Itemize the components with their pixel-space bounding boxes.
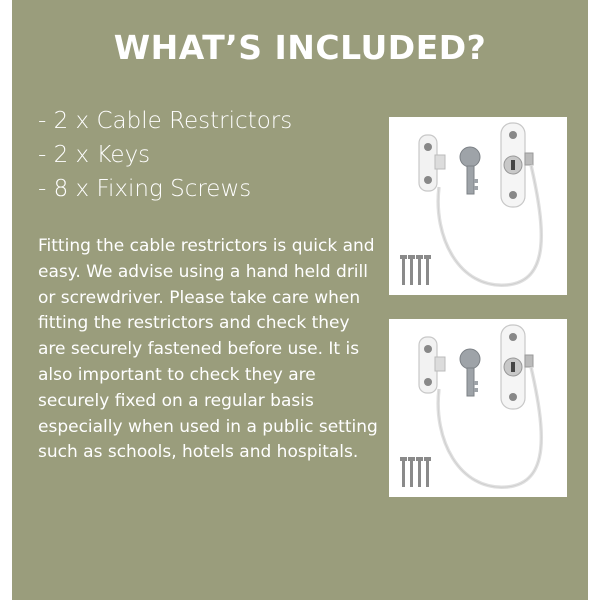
product-photo bbox=[389, 319, 567, 497]
cable-restrictor-illustration bbox=[389, 319, 567, 497]
list-item: - 2 x Keys bbox=[38, 142, 151, 168]
fitting-description: Fitting the cable restrictors is quick and easy. We advise using a hand held drill or screwdriver. Please take care when fitting the restrictors and check they are securely fastened before use. It is also important to check they are securely fixed on a regular basis especially when used in a public setting such as schools, hotels and hospitals. bbox=[38, 236, 378, 463]
list-item: - 8 x Fixing Screws bbox=[38, 176, 252, 202]
list-item: - 2 x Cable Restrictors bbox=[38, 108, 293, 134]
info-panel bbox=[12, 0, 588, 600]
cable-restrictor-illustration bbox=[389, 117, 567, 295]
page-title: WHAT’S INCLUDED? bbox=[113, 28, 487, 67]
included-items-list bbox=[38, 104, 292, 206]
product-photo bbox=[389, 117, 567, 295]
